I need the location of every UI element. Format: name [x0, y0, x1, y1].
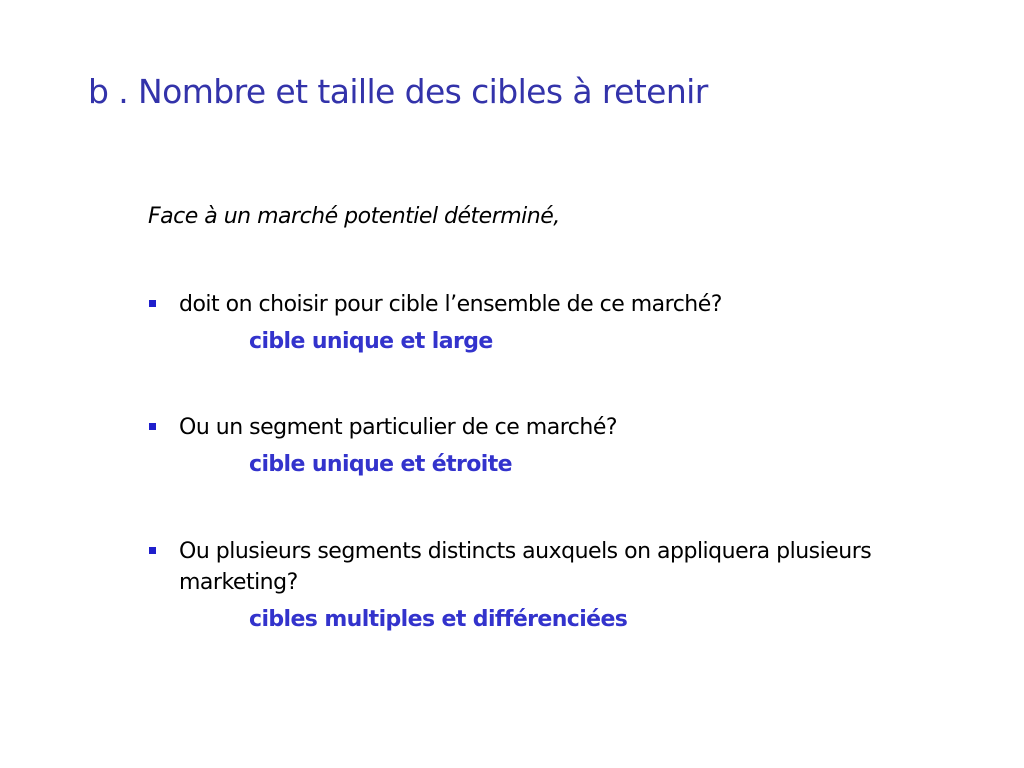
- bullet-question: Ou un segment particulier de ce marché?: [179, 415, 618, 440]
- bullet-answer: cibles multiples et différenciées: [249, 607, 628, 632]
- intro-text: Face à un marché potentiel déterminé,: [148, 204, 560, 229]
- square-bullet-icon: [149, 547, 156, 554]
- square-bullet-icon: [149, 423, 156, 430]
- slide-title: b . Nombre et taille des cibles à retenir: [88, 72, 708, 111]
- bullet-item-single-segment: [148, 412, 908, 479]
- bullet-row: [148, 536, 908, 598]
- bullet-row: [148, 412, 908, 443]
- bullet-row: [148, 289, 908, 320]
- bullet-answer: cible unique et large: [249, 329, 493, 354]
- bullet-item-whole-market: [148, 289, 908, 356]
- bullet-answer: cible unique et étroite: [249, 452, 512, 477]
- square-bullet-icon: [149, 300, 156, 307]
- bullet-question: Ou plusieurs segments distincts auxquels on appliquera plusieurs marketing?: [179, 539, 872, 595]
- bullet-question: doit on choisir pour cible l’ensemble de ce marché?: [179, 292, 722, 317]
- bullet-item-multiple-segments: [148, 536, 908, 634]
